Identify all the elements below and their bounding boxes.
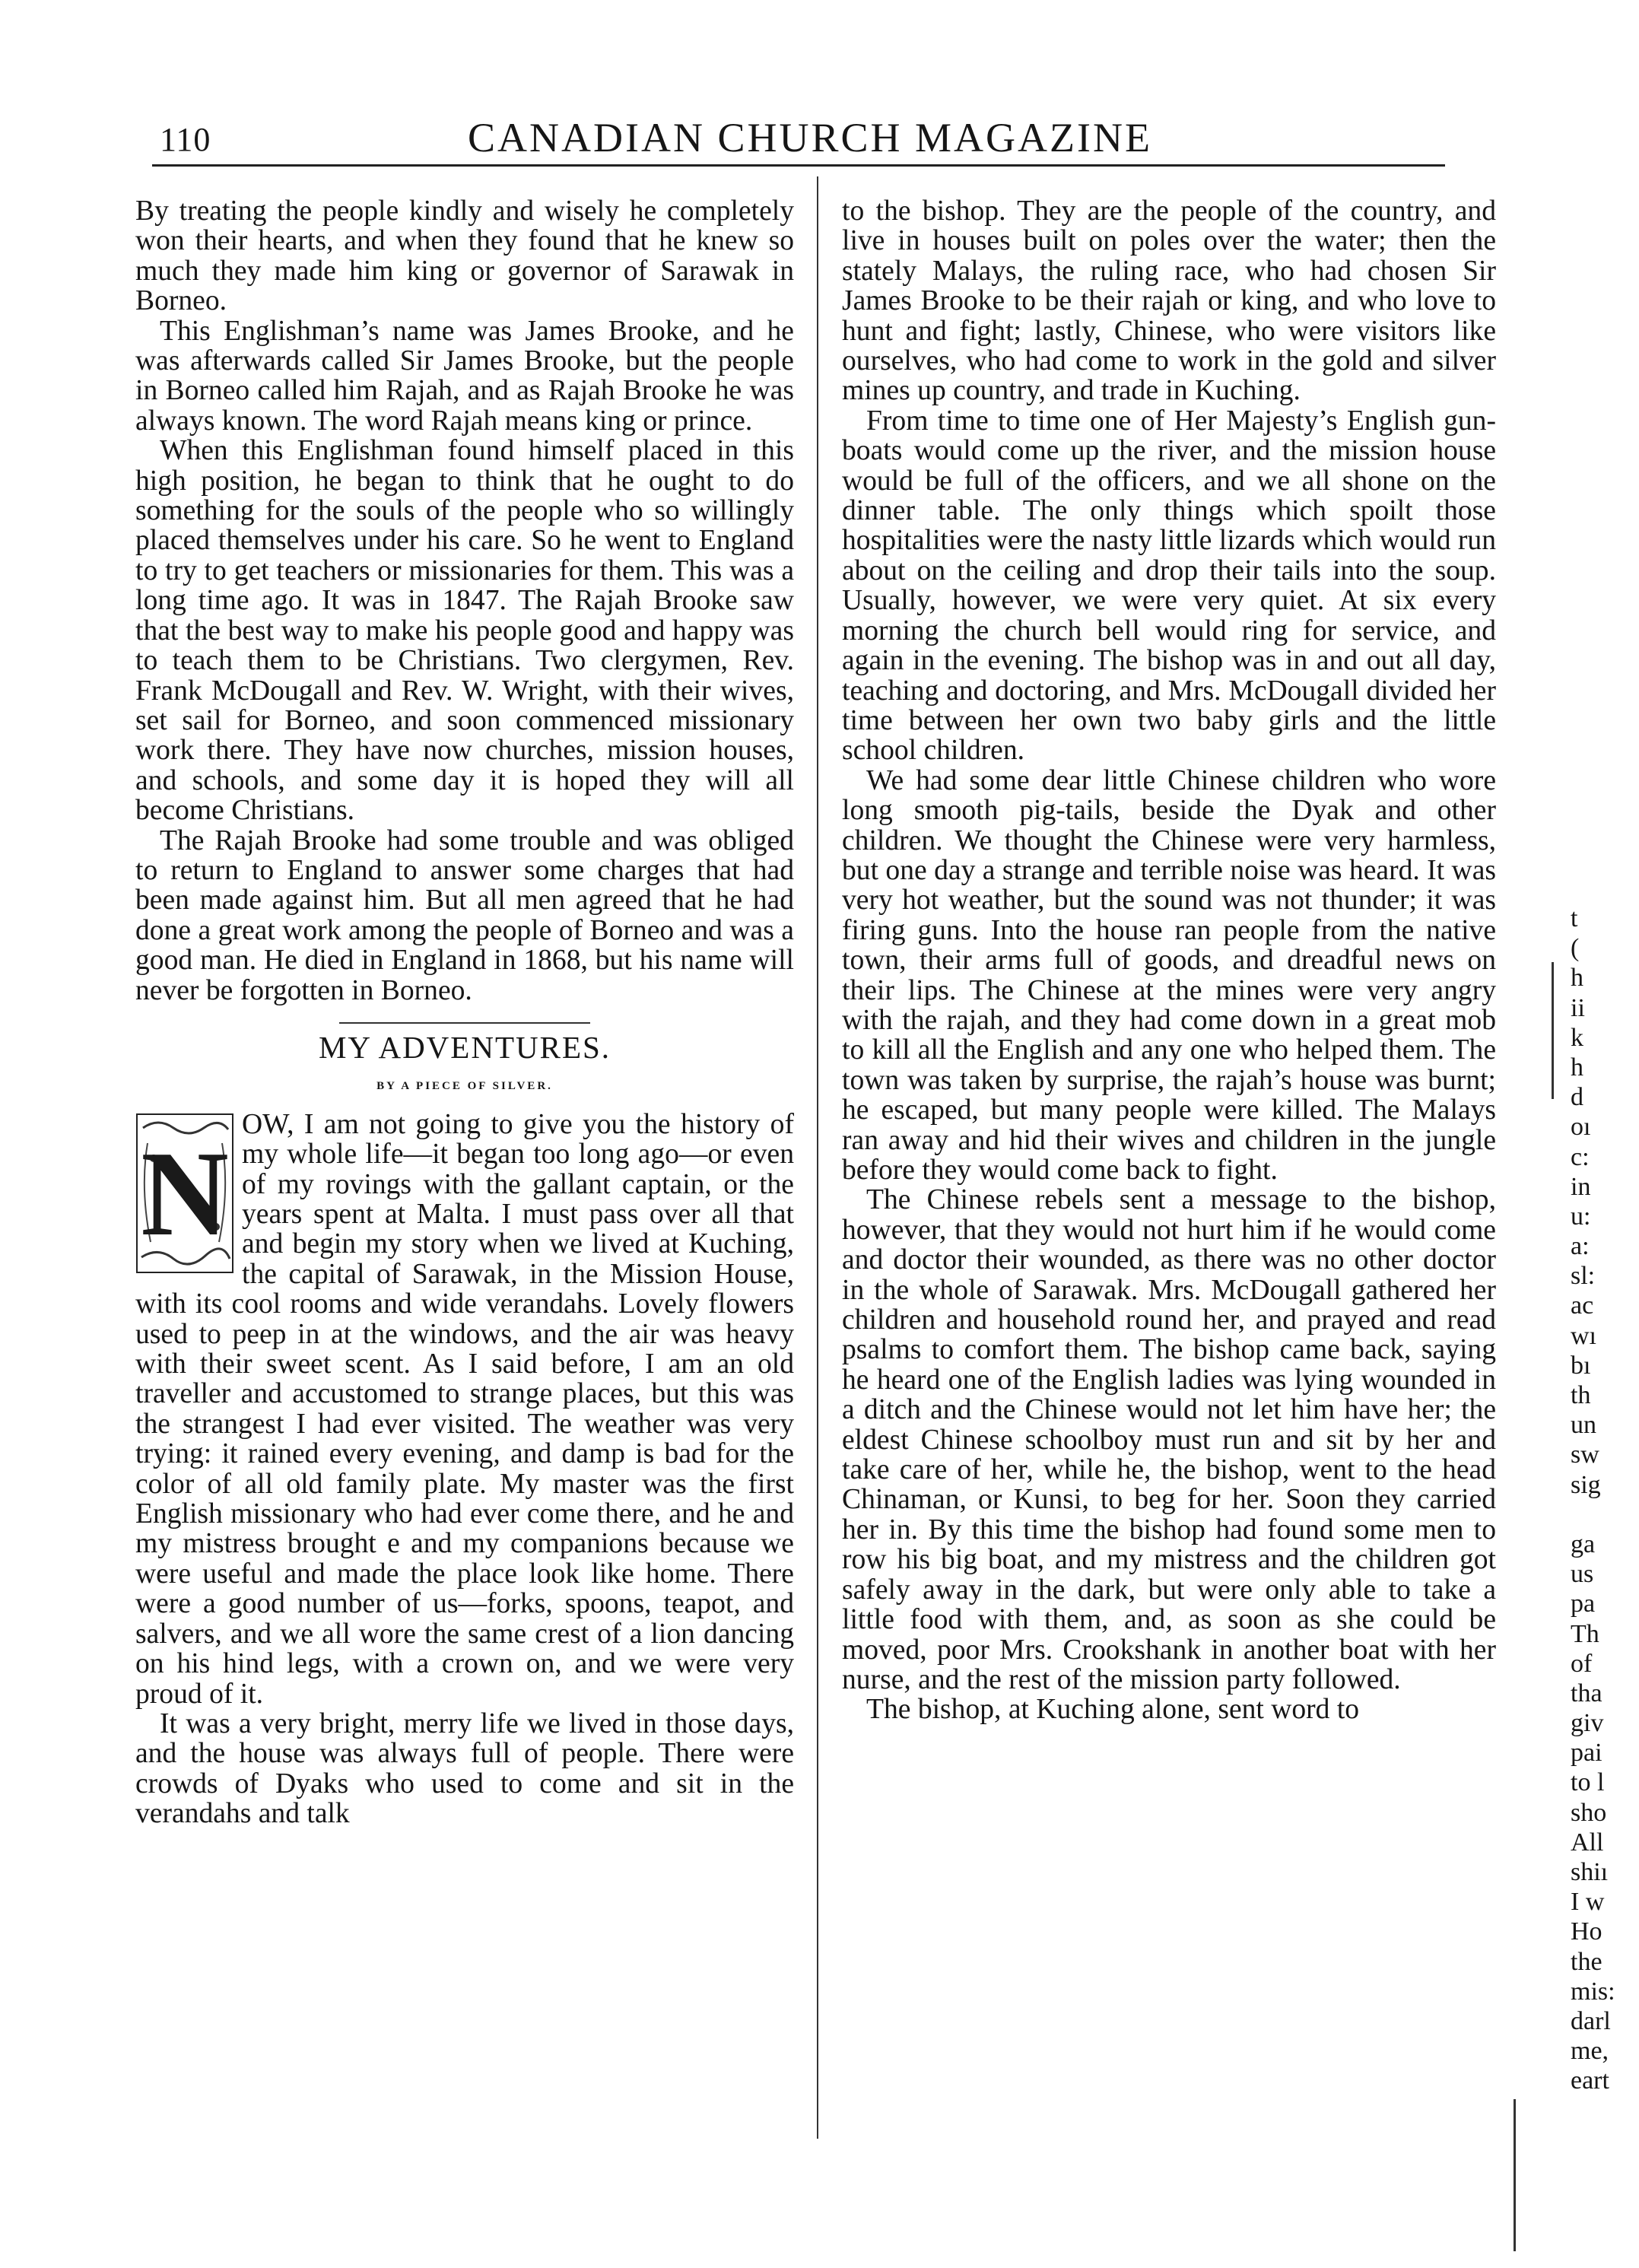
fragment-line: h xyxy=(1571,1053,1583,1082)
fragment-line: sl: xyxy=(1571,1262,1596,1291)
fragment-line: sho xyxy=(1571,1798,1607,1827)
fragment-line: c: xyxy=(1571,1142,1590,1171)
first-paragraph xyxy=(135,1110,794,1709)
fragment-line xyxy=(1571,1500,1639,1529)
middle-column xyxy=(842,196,1496,1725)
column-rule xyxy=(817,176,818,2139)
paragraph: This Englishman’s name was James Brooke, and he was afterwards called Sir James Brooke, but the people in Borneo called him Rajah, and as Rajah Brooke he was always known. The word Rajah means king or prince. xyxy=(135,315,794,437)
paragraph: When this Englishman found himself placed in this high position, he began to think that he ought to do something for the souls of the people who so willingly placed themselves under his care. So he went to England to try to get teachers or missionaries for them. This was a long time ago. It was in 1847. The Rajah Brooke saw that the best way to make his people good and happy was to teach them to be Christians. Two clergymen, Rev. Frank McDougall and Rev. W. Wright, with their wives, set sail for Borneo, and soon commenced missionary work there. They have now churches, mission houses, and schools, and some day it is hoped they will all become Christians. xyxy=(135,435,794,827)
fragment-line: the xyxy=(1571,1947,1602,1976)
fragment-line: t xyxy=(1571,904,1578,932)
fragment-line: All xyxy=(1571,1828,1604,1857)
fragment-line: wı xyxy=(1571,1321,1596,1350)
fragment-line: ga xyxy=(1571,1529,1596,1558)
fragment-line: pai xyxy=(1571,1739,1602,1768)
paragraph: By treating the people kindly and wisely he completely won their hearts, and when they found that he knew so much they made him king or governor of Sarawak in Borneo. xyxy=(135,195,794,317)
fragment-line: k xyxy=(1571,1023,1583,1052)
fragment-line: a: xyxy=(1571,1232,1590,1261)
paragraph: The Chinese rebels sent a message to the bishop, however, that they would not hurt him if he would come and doctor their wounded, as there was no other doctor in the whole of Sarawak. Mrs. McDougall gathered her children and household round her, and prayed and read psalms to comfort them. The bishop came back, saying he heard one of the English ladies was lying wounded in a ditch and the Chinese would not let him have her; the eldest Chinese schoolboy must run and sit by her and take care of her, while he, the bishop, went to the head Chinaman, or Kunsi, to beg for her. Soon they carried her in. By this time the bishop had found some men to row his big boat, and my mistress and the children got safely away in the dark, but were only able to take a little food with them, and, as soon as she could be moved, poor Mrs. Crookshank in another boat with her nurse, and the rest of the mission party followed. xyxy=(842,1184,1496,1695)
fragment-line: eart xyxy=(1571,2066,1609,2095)
paragraph: to the bishop. They are the people of the country, and live in houses built on poles over the water; then the stately Malays, the ruling race, who had chosen Sir James Brooke to be their rajah or king, and who love to hunt and fight; lastly, Chinese, who were visitors like ourselves, who had come to work in the gold and silver mines up country, and trade in Kuching. xyxy=(842,195,1496,407)
edge-mark xyxy=(1514,2099,1516,2251)
fragment-line: ( xyxy=(1571,934,1580,963)
edge-mark xyxy=(1552,962,1554,1099)
fragment-line: bı xyxy=(1571,1351,1591,1380)
fragment-line: to l xyxy=(1571,1768,1605,1797)
fragment-line: un xyxy=(1571,1411,1596,1440)
fragment-line: in xyxy=(1571,1172,1591,1201)
fragment-line: d xyxy=(1571,1083,1583,1112)
ornamental-drop-cap xyxy=(135,1113,234,1274)
fragment-line: shiı xyxy=(1571,1858,1609,1886)
page-header xyxy=(0,114,1639,167)
running-title: CANADIAN CHURCH MAGAZINE xyxy=(468,115,1152,160)
fragment-line: of xyxy=(1571,1649,1593,1678)
paragraph: From time to time one of Her Majesty’s English gun-boats would come up the river, and the mission house would be full of the officers, and we all shone on the dinner table. The only things which spoilt those hospitalities were the nasty little lizards which would run about on the ceiling and drop their tails into the soup. Usually, however, we were very quiet. At six every morning the church bell would ring for service, and again in the evening. The bishop was in and out all day, teaching and doctoring, and Mrs. McDougall divided her time between her own two baby girls and the little school children. xyxy=(842,405,1496,767)
adjacent-page-fragment xyxy=(1571,904,1639,2096)
fragment-line: sw xyxy=(1571,1441,1599,1469)
header-rule xyxy=(152,164,1445,167)
fragment-line: pa xyxy=(1571,1590,1596,1618)
fragment-line: tha xyxy=(1571,1679,1602,1707)
byline: BY A PIECE OF SILVER. xyxy=(376,1080,553,1093)
fragment-line: ac xyxy=(1571,1291,1594,1320)
fragment-line: me, xyxy=(1571,2037,1609,2066)
fragment-line: u: xyxy=(1571,1202,1591,1231)
fragment-line: oı xyxy=(1571,1113,1591,1142)
fragment-line: darl xyxy=(1571,2006,1611,2035)
fragment-line: Ho xyxy=(1571,1917,1602,1946)
fragment-line: us xyxy=(1571,1560,1594,1589)
fragment-line: sig xyxy=(1571,1470,1601,1499)
fragment-line: Th xyxy=(1571,1619,1599,1648)
fragment-line: giv xyxy=(1571,1709,1604,1738)
fragment-line: ii xyxy=(1571,993,1585,1022)
left-column xyxy=(135,196,794,1829)
section-divider xyxy=(339,1022,590,1024)
fragment-line: I w xyxy=(1571,1888,1605,1917)
page-number: 110 xyxy=(160,121,211,158)
paragraph: The Rajah Brooke had some trouble and was obliged to return to England to answer some charges that had been made against him. But all men agreed that he had done a great work among the people of Borneo and was a good man. He died in England in 1868, but his name will never be forgotten in Borneo. xyxy=(135,824,794,1006)
drop-cap-letter: N xyxy=(141,1125,229,1261)
paragraph: It was a very bright, merry life we lived in those days, and the house was always full of people. There were crowds of Dyaks who used to come and sit in the verandahs and talk xyxy=(135,1707,794,1830)
fragment-line: th xyxy=(1571,1381,1591,1409)
first-paragraph-text: OW, I am not going to give you the history of my whole life—it began too long ago—or even of my rovings with the gallant captain, or the years spent at Malta. I must pass over all that and begin my story when we lived at Kuching, the capital of Sarawak, in the Mission House, with its cool rooms and wide verandahs. Lovely flowers used to peep in at the windows, and the air was heavy with their sweet scent. As I said before, I am an old traveller and accustomed to strange places, but this was the strangest I had ever visited. The weather was very trying: it rained every evening, and damp is bad for the color of all old family plate. My master was the first English missionary who had ever come there, and he and my mistress brought e and my companions because we were useful and made the place look like home. There were a good number of us—forks, spoons, teapot, and salvers, and we all wore the same crest of a lion dancing on his hind legs, with a crown on, and we were very proud of it. xyxy=(135,1108,794,1710)
section-title: MY ADVENTURES. xyxy=(318,1029,611,1065)
paragraph: We had some dear little Chinese children who wore long smooth pig-tails, beside the Dyak and other children. We thought the Chinese were very harmless, but one day a strange and terrible noise was heard. It was very hot weather, but the sound was not thunder; it was firing guns. Into the house ran people from the native town, their arms full of goods, and dreadful news on their lips. The Chinese at the mines were very angry with the rajah, and they had come down in a great mob to kill all the English and any one who helped them. The town was taken by surprise, the rajah’s house was burnt; he escaped, but many people were killed. The Malays ran away and hid their wives and children in the jungle before they would come back to fight. xyxy=(842,764,1496,1186)
fragment-line: mis: xyxy=(1571,1977,1615,2006)
paragraph: The bishop, at Kuching alone, sent word to xyxy=(866,1694,1360,1726)
fragment-line: h xyxy=(1571,964,1583,993)
